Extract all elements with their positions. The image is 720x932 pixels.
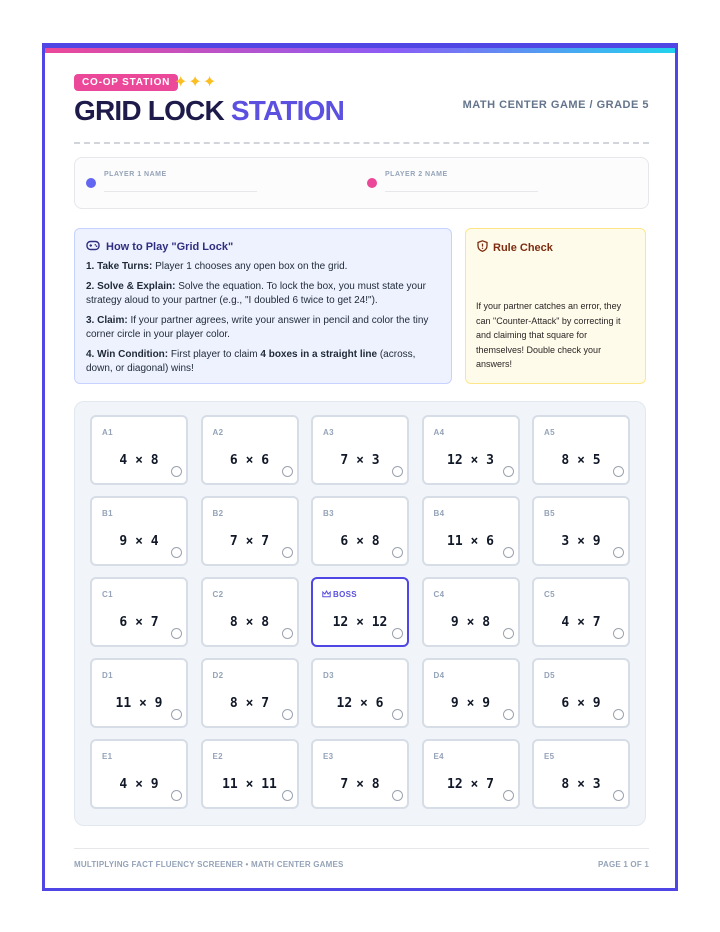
player-2-name-line[interactable] xyxy=(385,191,538,192)
gradient-top-bar xyxy=(45,48,675,53)
step-4: 4. Win Condition: First player to claim 4 boxes in a straight line (across, down, or diagonal) wins! xyxy=(86,348,416,374)
grid-cell[interactable] xyxy=(201,658,299,728)
player-2-label: PLAYER 2 NAME xyxy=(385,171,448,178)
cell-equation: 6 × 9 xyxy=(561,696,601,711)
cell-id: A3 xyxy=(323,428,334,437)
cell-id: E4 xyxy=(433,752,444,761)
cell-id: E5 xyxy=(544,752,555,761)
cell-id: B2 xyxy=(212,509,224,518)
claim-circle[interactable] xyxy=(503,466,514,477)
grid-cell[interactable] xyxy=(90,415,188,485)
player-1-name-line[interactable] xyxy=(104,191,257,192)
cell-equation: 8 × 8 xyxy=(229,615,270,630)
grid-cell[interactable] xyxy=(532,577,630,647)
footer-divider xyxy=(74,848,649,849)
claim-circle[interactable] xyxy=(503,709,514,720)
cell-equation: 7 × 7 xyxy=(229,534,270,549)
cell-id: E3 xyxy=(323,752,334,761)
claim-circle[interactable] xyxy=(503,547,514,558)
grid-cell[interactable] xyxy=(311,658,409,728)
cell-id: A1 xyxy=(102,428,113,437)
cell-id: C2 xyxy=(212,590,224,599)
claim-circle[interactable] xyxy=(613,790,624,801)
grid-cell[interactable] xyxy=(422,415,520,485)
cell-equation: 6 × 6 xyxy=(229,453,270,468)
shield-alert-icon xyxy=(477,240,488,255)
player-1-color-dot xyxy=(86,178,96,188)
steps-list xyxy=(86,260,441,382)
crown-icon xyxy=(322,590,333,599)
cell-equation: 12 × 7 xyxy=(447,777,494,792)
cell-equation: 4 × 9 xyxy=(119,777,159,792)
grid-cell[interactable] xyxy=(532,496,630,566)
title-accent: STATION xyxy=(230,95,345,126)
claim-circle[interactable] xyxy=(613,466,624,477)
gamepad-icon xyxy=(86,240,100,254)
claim-circle[interactable] xyxy=(392,709,403,720)
grid-cell[interactable] xyxy=(422,739,520,809)
grid-cell[interactable] xyxy=(422,496,520,566)
claim-circle[interactable] xyxy=(282,547,293,558)
grid-cell[interactable] xyxy=(532,658,630,728)
cell-id: C5 xyxy=(544,590,555,599)
cell-equation: 11 × 9 xyxy=(115,696,163,711)
grid-cell[interactable] xyxy=(90,496,188,566)
claim-circle[interactable] xyxy=(171,709,182,720)
cell-equation: 6 × 7 xyxy=(119,615,159,630)
player-names-panel xyxy=(74,157,649,209)
cell-id: B4 xyxy=(433,509,445,518)
title-main: GRID LOCK xyxy=(74,95,224,126)
cell-id: D5 xyxy=(544,671,555,680)
grid-cell-boss[interactable] xyxy=(311,577,409,647)
cell-id: C4 xyxy=(433,590,445,599)
cell-id: BOSS xyxy=(322,590,357,599)
grid-cell[interactable] xyxy=(532,739,630,809)
cell-equation: 12 × 12 xyxy=(332,615,388,630)
rule-check-panel xyxy=(465,228,646,384)
claim-circle[interactable] xyxy=(392,547,403,558)
page-title xyxy=(74,95,344,127)
grid-cell[interactable] xyxy=(311,496,409,566)
cell-id: D2 xyxy=(212,671,224,680)
station-badge: CO-OP STATION xyxy=(74,74,178,91)
grid-cell[interactable] xyxy=(532,415,630,485)
game-grid xyxy=(90,415,632,812)
rule-check-heading xyxy=(477,240,553,255)
cell-id: E1 xyxy=(102,752,113,761)
cell-equation: 11 × 11 xyxy=(222,777,277,792)
grid-cell[interactable] xyxy=(311,739,409,809)
grid-cell[interactable] xyxy=(90,739,188,809)
grid-cell[interactable] xyxy=(90,658,188,728)
cell-equation: 3 × 9 xyxy=(561,534,601,549)
claim-circle[interactable] xyxy=(613,628,624,639)
stars-icon: ✦✦✦ xyxy=(174,74,218,91)
claim-circle[interactable] xyxy=(282,466,293,477)
how-to-play-title: How to Play "Grid Lock" xyxy=(106,241,234,253)
cell-id: D1 xyxy=(102,671,113,680)
how-to-play-heading xyxy=(86,240,233,254)
cell-equation: 8 × 3 xyxy=(561,777,601,792)
rule-check-text: If your partner catches an error, they can "Counter-Attack" by correcting it and claiming that square for themselves! Double check your answers! xyxy=(476,301,622,369)
dashed-divider xyxy=(74,142,649,144)
rule-check-title: Rule Check xyxy=(493,241,553,254)
grid-cell[interactable] xyxy=(311,415,409,485)
claim-circle[interactable] xyxy=(392,628,403,639)
footer-left-text: MULTIPLYING FACT FLUENCY SCREENER • MATH CENTER GAMES xyxy=(74,860,344,869)
claim-circle[interactable] xyxy=(171,547,182,558)
cell-equation: 12 × 3 xyxy=(447,453,494,468)
cell-id: A4 xyxy=(433,428,445,437)
grid-cell[interactable] xyxy=(201,577,299,647)
cell-equation: 9 × 4 xyxy=(119,534,159,549)
grid-cell[interactable] xyxy=(422,577,520,647)
cell-equation: 4 × 7 xyxy=(561,615,601,630)
player-2-color-dot xyxy=(367,178,377,188)
page-subtitle: MATH CENTER GAME / GRADE 5 xyxy=(462,99,649,111)
claim-circle[interactable] xyxy=(282,790,293,801)
claim-circle[interactable] xyxy=(171,790,182,801)
worksheet-page xyxy=(42,43,678,891)
claim-circle[interactable] xyxy=(613,547,624,558)
cell-equation: 9 × 8 xyxy=(450,615,491,630)
claim-circle[interactable] xyxy=(282,628,293,639)
claim-circle[interactable] xyxy=(503,628,514,639)
cell-id: A2 xyxy=(212,428,224,437)
claim-circle[interactable] xyxy=(282,709,293,720)
cell-id: B5 xyxy=(544,509,555,518)
cell-equation: 4 × 8 xyxy=(119,453,159,468)
page-number: PAGE 1 OF 1 xyxy=(598,860,649,869)
cell-equation: 8 × 7 xyxy=(229,696,270,711)
cell-id: B1 xyxy=(102,509,113,518)
step-2: 2. Solve & Explain: Solve the equation. To lock the box, you must state your strategy aloud to your partner (e.g., "I doubled 6 twice to get 24!"). xyxy=(86,280,427,306)
claim-circle[interactable] xyxy=(171,628,182,639)
cell-id: B3 xyxy=(323,509,334,518)
cell-id: C1 xyxy=(102,590,113,599)
cell-equation: 8 × 5 xyxy=(561,453,601,468)
grid-cell[interactable] xyxy=(422,658,520,728)
cell-equation: 7 × 3 xyxy=(340,453,380,468)
how-to-play-panel xyxy=(74,228,452,384)
claim-circle[interactable] xyxy=(392,790,403,801)
step-1: 1. Take Turns: Player 1 chooses any open box on the grid. xyxy=(86,261,348,272)
game-grid-panel xyxy=(74,401,646,826)
cell-equation: 12 × 6 xyxy=(336,696,384,711)
cell-equation: 11 × 6 xyxy=(447,534,494,549)
grid-cell[interactable] xyxy=(201,496,299,566)
grid-cell[interactable] xyxy=(201,415,299,485)
cell-id: D4 xyxy=(433,671,445,680)
cell-equation: 7 × 8 xyxy=(340,777,380,792)
claim-circle[interactable] xyxy=(171,466,182,477)
player-1-label: PLAYER 1 NAME xyxy=(104,171,167,178)
cell-id: E2 xyxy=(212,752,223,761)
step-3: 3. Claim: If your partner agrees, write your answer in pencil and color the tiny corner circle in your player color. xyxy=(86,314,429,340)
grid-cell[interactable] xyxy=(90,577,188,647)
cell-equation: 6 × 8 xyxy=(340,534,380,549)
claim-circle[interactable] xyxy=(392,466,403,477)
claim-circle[interactable] xyxy=(613,709,624,720)
cell-id: D3 xyxy=(323,671,334,680)
cell-id: A5 xyxy=(544,428,555,437)
cell-equation: 9 × 9 xyxy=(450,696,491,711)
grid-cell[interactable] xyxy=(201,739,299,809)
claim-circle[interactable] xyxy=(503,790,514,801)
